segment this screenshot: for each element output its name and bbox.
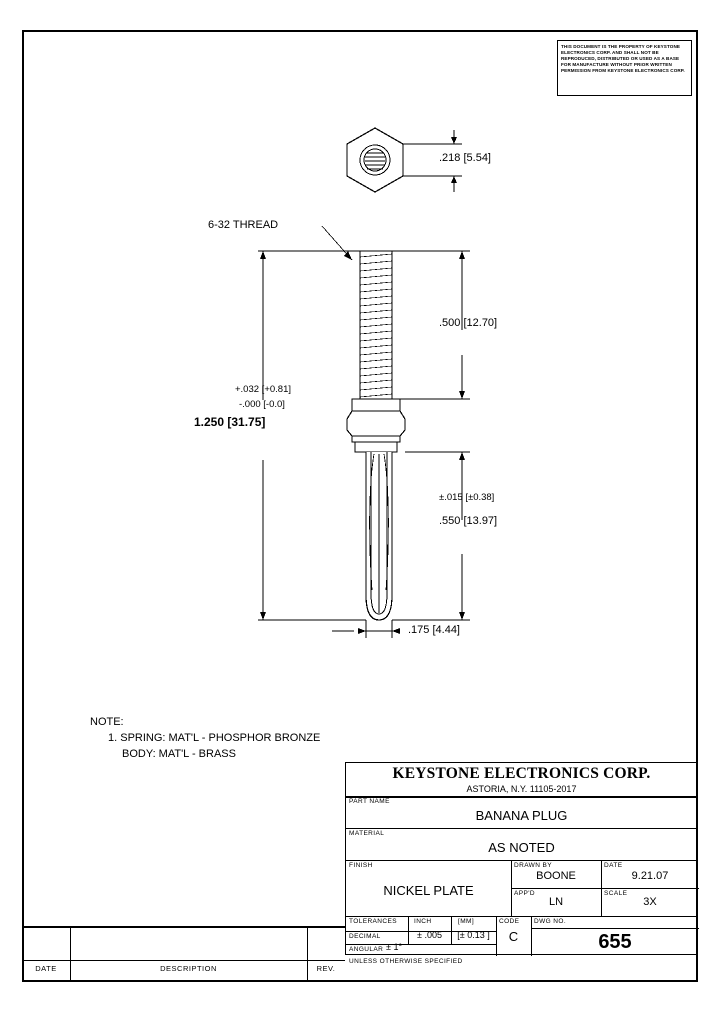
tb-sep-2 (346, 828, 697, 829)
decimal-mm-value: [± 0.13 ] (457, 930, 490, 940)
dim-label-thread-callout: 6-32 THREAD (208, 219, 279, 231)
dim-label-overall-tol-minus: -.000 [-0.0] (239, 399, 285, 410)
unless-note: UNLESS OTHERWISE SPECIFIED (349, 958, 463, 965)
rev-date-label: DATE (35, 964, 57, 973)
tb-sep-dwg (531, 928, 699, 929)
rev-description-label: DESCRIPTION (160, 964, 217, 973)
leader-thread-callout (322, 226, 352, 260)
rev-v2 (307, 926, 308, 982)
decimal-label: DECIMAL (349, 933, 381, 940)
tolerances-label: TOLERANCES (349, 918, 397, 925)
proprietary-notice-text: THIS DOCUMENT IS THE PROPERTY OF KEYSTONE ELECTRONICS CORP. AND SHALL NOT BE REPRODUCED, DISTRIBUTED OR USED AS A BASE FOR MANUFACTURE WITHOUT PRIOR WRITTEN PERMISSION FROM KEYSTONE ELECTRONICS CORP. (561, 44, 685, 73)
decimal-inch-value: ± .005 (417, 930, 442, 940)
tb-sep-1 (346, 796, 697, 798)
tol-mm-label: [MM] (458, 918, 475, 925)
date-value: 9.21.07 (631, 870, 669, 882)
material-value: AS NOTED (488, 840, 555, 855)
side-view-plug (347, 251, 405, 620)
appd-value: LN (548, 896, 564, 908)
rev-mid-line (22, 960, 345, 961)
tol-inch-label: INCH (414, 918, 432, 925)
material-label: MATERIAL (349, 830, 385, 837)
finish-label: FINISH (349, 862, 373, 869)
dim-label-hex-across-flats: .218 [5.54] (439, 152, 491, 164)
code-label: CODE (499, 918, 520, 925)
part-name-label: PART NAME (349, 798, 390, 805)
drawn-by-value: BOONE (536, 870, 576, 882)
finish-value: NICKEL PLATE (383, 883, 474, 898)
dim-spring-length (392, 452, 470, 620)
note-item-1: 1. SPRING: MAT'L - PHOSPHOR BRONZE (108, 732, 321, 744)
tb-sep-3 (346, 860, 697, 861)
company-city: ASTORIA, N.Y. 11105-2017 (466, 784, 577, 794)
title-block (345, 762, 698, 965)
company-name: KEYSTONE ELECTRONICS CORP. (392, 765, 651, 782)
angular-label: ANGULAR (349, 946, 384, 953)
dim-label-spring-tol: ±.015 [±0.38] (439, 492, 495, 503)
notes-block (90, 716, 320, 764)
angular-value: ± 1° (386, 942, 403, 952)
dim-label-overall-tol-plus: +.032 [+0.81] (235, 384, 291, 395)
dim-label-spring-length: .550 [13.97] (439, 515, 498, 527)
scale-value: 3X (643, 896, 657, 908)
tb-sep-tol (408, 916, 496, 917)
dim-spring-width (332, 620, 400, 638)
scale-label: SCALE (604, 890, 628, 897)
notes-heading: NOTE: (90, 716, 124, 728)
note-item-2: BODY: MAT'L - BRASS (122, 748, 236, 760)
dwg-no-value: 655 (598, 931, 632, 953)
revision-strip (22, 926, 345, 982)
part-name-value: BANANA PLUG (475, 808, 568, 823)
appd-label: APP'D (514, 890, 535, 897)
dim-label-overall-length: 1.250 [31.75] (194, 415, 266, 429)
tb-sep-5 (511, 888, 699, 889)
dim-label-spring-width: .175 [4.44] (408, 624, 460, 636)
dwg-no-label: DWG NO. (534, 918, 567, 925)
hex-top-view (347, 128, 403, 192)
rev-v1 (70, 926, 71, 982)
drawn-by-label: DRAWN BY (514, 862, 552, 869)
rev-rev-label: REV. (316, 964, 336, 973)
dim-overall-length (258, 251, 366, 620)
date-label: DATE (604, 862, 623, 869)
tb-sep-4 (346, 916, 697, 917)
code-value: C (508, 929, 519, 944)
dim-label-thread-length: .500 [12.70] (439, 317, 498, 329)
